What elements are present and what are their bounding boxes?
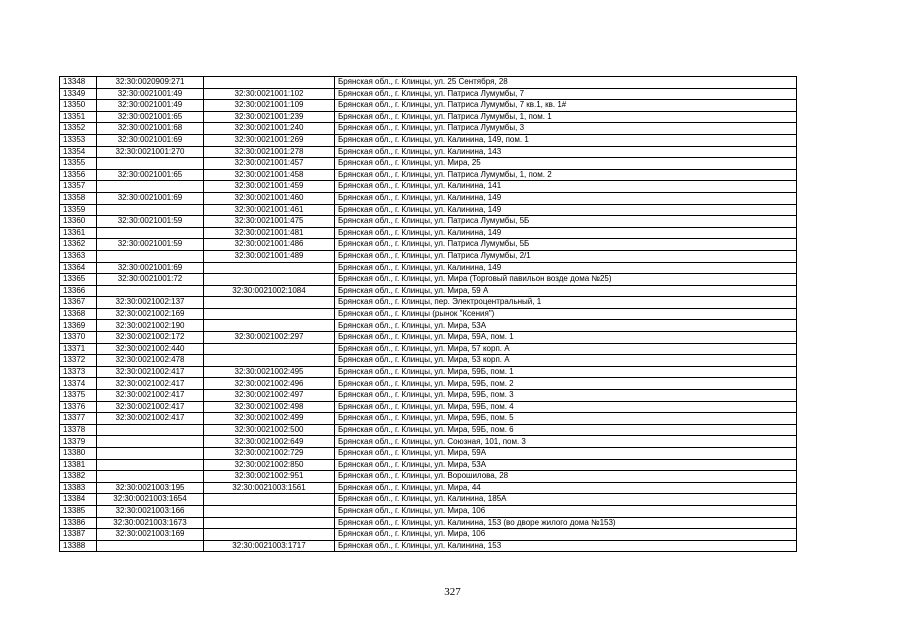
address-cell: Брянская обл., г. Клинцы, ул. Мира, 44 [335,482,797,494]
object-cadastral-number-cell: 32:30:0021001:240 [204,123,335,135]
table-row [60,424,797,436]
cadastral-number-cell [97,158,204,170]
table-row [60,181,797,193]
address-cell: Брянская обл., г. Клинцы, ул. Ворошилова, 28 [335,471,797,483]
object-cadastral-number-cell: 32:30:0021001:458 [204,169,335,181]
table-row [60,482,797,494]
row-number-cell: 13367 [60,297,97,309]
object-cadastral-number-cell: 32:30:0021002:500 [204,424,335,436]
object-cadastral-number-cell [204,262,335,274]
row-number-cell: 13359 [60,204,97,216]
cadastral-number-cell: 32:30:0021002:190 [97,320,204,332]
cadastral-number-cell: 32:30:0021001:69 [97,192,204,204]
address-cell: Брянская обл., г. Клинцы, ул. Калинина, 153 (во дворе жилого дома №153) [335,517,797,529]
address-cell: Брянская обл., г. Клинцы, ул. Патриса Лумумбы, 2/1 [335,250,797,262]
cadastral-number-cell: 32:30:0021001:59 [97,239,204,251]
object-cadastral-number-cell [204,343,335,355]
object-cadastral-number-cell: 32:30:0021002:951 [204,471,335,483]
row-number-cell: 13376 [60,401,97,413]
row-number-cell: 13356 [60,169,97,181]
object-cadastral-number-cell: 32:30:0021002:850 [204,459,335,471]
object-cadastral-number-cell: 32:30:0021002:1084 [204,285,335,297]
row-number-cell: 13374 [60,378,97,390]
table-row [60,308,797,320]
row-number-cell: 13366 [60,285,97,297]
object-cadastral-number-cell [204,308,335,320]
cadastral-number-cell [97,204,204,216]
row-number-cell: 13378 [60,424,97,436]
table-row [60,401,797,413]
address-cell: Брянская обл., г. Клинцы, ул. 25 Сентября, 28 [335,77,797,89]
row-number-cell: 13387 [60,529,97,541]
cadastral-number-cell: 32:30:0021002:172 [97,332,204,344]
table-row [60,494,797,506]
row-number-cell: 13361 [60,227,97,239]
object-cadastral-number-cell: 32:30:0021001:269 [204,134,335,146]
cadastral-number-cell [97,250,204,262]
registry-table [59,76,797,552]
object-cadastral-number-cell: 32:30:0021002:729 [204,448,335,460]
address-cell: Брянская обл., г. Клинцы, ул. Патриса Лумумбы, 1, пом. 1 [335,111,797,123]
row-number-cell: 13383 [60,482,97,494]
cadastral-number-cell: 32:30:0021002:417 [97,401,204,413]
object-cadastral-number-cell: 32:30:0021001:109 [204,100,335,112]
object-cadastral-number-cell: 32:30:0021002:499 [204,413,335,425]
address-cell: Брянская обл., г. Клинцы, ул. Мира, 59Б, пом. 3 [335,390,797,402]
cadastral-number-cell: 32:30:0021001:72 [97,274,204,286]
row-number-cell: 13355 [60,158,97,170]
page-number: 327 [444,586,461,598]
row-number-cell: 13354 [60,146,97,158]
row-number-cell: 13385 [60,505,97,517]
registry-table-body [60,77,797,552]
cadastral-number-cell: 32:30:0021003:1673 [97,517,204,529]
address-cell: Брянская обл., г. Клинцы, ул. Мира, 59Б, пом. 2 [335,378,797,390]
address-cell: Брянская обл., г. Клинцы, ул. Мира, 59Б, пом. 5 [335,413,797,425]
row-number-cell: 13364 [60,262,97,274]
row-number-cell: 13353 [60,134,97,146]
object-cadastral-number-cell: 32:30:0021001:102 [204,88,335,100]
row-number-cell: 13369 [60,320,97,332]
table-row [60,100,797,112]
row-number-cell: 13368 [60,308,97,320]
table-row [60,158,797,170]
row-number-cell: 13365 [60,274,97,286]
address-cell: Брянская обл., г. Клинцы, ул. Мира (Торговый павильон возде дома №25) [335,274,797,286]
table-row [60,413,797,425]
cadastral-number-cell: 32:30:0021002:417 [97,378,204,390]
cadastral-number-cell [97,285,204,297]
table-row [60,366,797,378]
object-cadastral-number-cell [204,494,335,506]
address-cell: Брянская обл., г. Клинцы, ул. Мира, 59А, пом. 1 [335,332,797,344]
address-cell: Брянская обл., г. Клинцы, ул. Калинина, 149 [335,227,797,239]
row-number-cell: 13358 [60,192,97,204]
object-cadastral-number-cell [204,274,335,286]
address-cell: Брянская обл., г. Клинцы, пер. Электроцентральный, 1 [335,297,797,309]
object-cadastral-number-cell: 32:30:0021002:297 [204,332,335,344]
table-row [60,436,797,448]
address-cell: Брянская обл., г. Клинцы, ул. Мира, 59Б, пом. 4 [335,401,797,413]
row-number-cell: 13363 [60,250,97,262]
row-number-cell: 13349 [60,88,97,100]
address-cell: Брянская обл., г. Клинцы, ул. Мира, 57 корп. А [335,343,797,355]
address-cell: Брянская обл., г. Клинцы, ул. Мира, 53 корп. А [335,355,797,367]
cadastral-number-cell: 32:30:0021002:169 [97,308,204,320]
object-cadastral-number-cell: 32:30:0021001:461 [204,204,335,216]
table-row [60,343,797,355]
row-number-cell: 13381 [60,459,97,471]
object-cadastral-number-cell: 32:30:0021001:481 [204,227,335,239]
table-row [60,390,797,402]
address-cell: Брянская обл., г. Клинцы, ул. Мира, 106 [335,505,797,517]
row-number-cell: 13362 [60,239,97,251]
cadastral-number-cell [97,471,204,483]
object-cadastral-number-cell [204,77,335,89]
address-cell: Брянская обл., г. Клинцы (рынок "Ксения") [335,308,797,320]
cadastral-number-cell [97,227,204,239]
table-row [60,529,797,541]
object-cadastral-number-cell: 32:30:0021002:495 [204,366,335,378]
object-cadastral-number-cell: 32:30:0021001:459 [204,181,335,193]
cadastral-number-cell: 32:30:0021001:65 [97,169,204,181]
table-row [60,169,797,181]
row-number-cell: 13382 [60,471,97,483]
row-number-cell: 13386 [60,517,97,529]
table-row [60,123,797,135]
address-cell: Брянская обл., г. Клинцы, ул. Патриса Лумумбы, 1, пом. 2 [335,169,797,181]
object-cadastral-number-cell: 32:30:0021001:278 [204,146,335,158]
row-number-cell: 13371 [60,343,97,355]
address-cell: Брянская обл., г. Клинцы, ул. Калинина, 141 [335,181,797,193]
cadastral-number-cell [97,436,204,448]
row-number-cell: 13370 [60,332,97,344]
table-row [60,216,797,228]
object-cadastral-number-cell [204,320,335,332]
address-cell: Брянская обл., г. Клинцы, ул. Мира, 25 [335,158,797,170]
cadastral-number-cell: 32:30:0021003:169 [97,529,204,541]
cadastral-number-cell: 32:30:0021002:137 [97,297,204,309]
address-cell: Брянская обл., г. Клинцы, ул. Калинина, 149, пом. 1 [335,134,797,146]
object-cadastral-number-cell: 32:30:0021001:475 [204,216,335,228]
address-cell: Брянская обл., г. Клинцы, ул. Калинина, 149 [335,262,797,274]
row-number-cell: 13351 [60,111,97,123]
address-cell: Брянская обл., г. Клинцы, ул. Патриса Лумумбы, 7 кв.1, кв. 1# [335,100,797,112]
cadastral-number-cell: 32:30:0021002:478 [97,355,204,367]
table-row [60,471,797,483]
table-row [60,192,797,204]
object-cadastral-number-cell: 32:30:0021001:486 [204,239,335,251]
cadastral-number-cell [97,424,204,436]
cadastral-number-cell: 32:30:0020909:271 [97,77,204,89]
object-cadastral-number-cell: 32:30:0021002:497 [204,390,335,402]
address-cell: Брянская обл., г. Клинцы, ул. Патриса Лумумбы, 7 [335,88,797,100]
cadastral-number-cell: 32:30:0021002:440 [97,343,204,355]
table-row [60,517,797,529]
object-cadastral-number-cell [204,529,335,541]
row-number-cell: 13372 [60,355,97,367]
cadastral-number-cell: 32:30:0021002:417 [97,413,204,425]
row-number-cell: 13384 [60,494,97,506]
row-number-cell: 13379 [60,436,97,448]
object-cadastral-number-cell: 32:30:0021003:1561 [204,482,335,494]
table-row [60,262,797,274]
object-cadastral-number-cell: 32:30:0021002:498 [204,401,335,413]
address-cell: Брянская обл., г. Клинцы, ул. Мира, 53А [335,320,797,332]
table-row [60,459,797,471]
object-cadastral-number-cell [204,505,335,517]
address-cell: Брянская обл., г. Клинцы, ул. Калинина, 149 [335,204,797,216]
row-number-cell: 13380 [60,448,97,460]
address-cell: Брянская обл., г. Клинцы, ул. Калинина, 149 [335,192,797,204]
table-row [60,250,797,262]
object-cadastral-number-cell: 32:30:0021002:496 [204,378,335,390]
table-row [60,540,797,552]
cadastral-number-cell [97,448,204,460]
address-cell: Брянская обл., г. Клинцы, ул. Калинина, 185А [335,494,797,506]
table-row [60,88,797,100]
object-cadastral-number-cell [204,297,335,309]
object-cadastral-number-cell: 32:30:0021001:489 [204,250,335,262]
table-row [60,111,797,123]
cadastral-number-cell: 32:30:0021001:68 [97,123,204,135]
row-number-cell: 13348 [60,77,97,89]
table-row [60,77,797,89]
object-cadastral-number-cell [204,355,335,367]
cadastral-number-cell: 32:30:0021002:417 [97,390,204,402]
table-row [60,227,797,239]
row-number-cell: 13388 [60,540,97,552]
address-cell: Брянская обл., г. Клинцы, ул. Мира, 106 [335,529,797,541]
cadastral-number-cell: 32:30:0021003:195 [97,482,204,494]
object-cadastral-number-cell: 32:30:0021001:457 [204,158,335,170]
address-cell: Брянская обл., г. Клинцы, ул. Патриса Лумумбы, 3 [335,123,797,135]
object-cadastral-number-cell: 32:30:0021003:1717 [204,540,335,552]
table-row [60,297,797,309]
address-cell: Брянская обл., г. Клинцы, ул. Мира, 59 А [335,285,797,297]
cadastral-number-cell: 32:30:0021001:270 [97,146,204,158]
cadastral-number-cell: 32:30:0021001:49 [97,100,204,112]
row-number-cell: 13360 [60,216,97,228]
table-row [60,320,797,332]
cadastral-number-cell: 32:30:0021001:69 [97,262,204,274]
cadastral-number-cell: 32:30:0021002:417 [97,366,204,378]
object-cadastral-number-cell: 32:30:0021002:649 [204,436,335,448]
address-cell: Брянская обл., г. Клинцы, ул. Мира, 53А [335,459,797,471]
table-row [60,448,797,460]
cadastral-number-cell [97,181,204,193]
row-number-cell: 13375 [60,390,97,402]
table-row [60,505,797,517]
table-row [60,378,797,390]
address-cell: Брянская обл., г. Клинцы, ул. Мира, 59Б, пом. 1 [335,366,797,378]
object-cadastral-number-cell [204,517,335,529]
object-cadastral-number-cell: 32:30:0021001:239 [204,111,335,123]
table-row [60,204,797,216]
table-row [60,134,797,146]
cadastral-number-cell: 32:30:0021003:166 [97,505,204,517]
table-row [60,239,797,251]
row-number-cell: 13350 [60,100,97,112]
cadastral-number-cell: 32:30:0021001:65 [97,111,204,123]
cadastral-number-cell: 32:30:0021001:69 [97,134,204,146]
address-cell: Брянская обл., г. Клинцы, ул. Мира, 59А [335,448,797,460]
row-number-cell: 13357 [60,181,97,193]
cadastral-number-cell: 32:30:0021001:59 [97,216,204,228]
cadastral-number-cell [97,459,204,471]
table-row [60,146,797,158]
table-row [60,332,797,344]
address-cell: Брянская обл., г. Клинцы, ул. Калинина, 143 [335,146,797,158]
table-row [60,274,797,286]
address-cell: Брянская обл., г. Клинцы, ул. Калинина, 153 [335,540,797,552]
row-number-cell: 13377 [60,413,97,425]
address-cell: Брянская обл., г. Клинцы, ул. Патриса Лумумбы, 5Б [335,239,797,251]
address-cell: Брянская обл., г. Клинцы, ул. Союзная, 101, пом. 3 [335,436,797,448]
table-row [60,285,797,297]
cadastral-number-cell: 32:30:0021003:1654 [97,494,204,506]
address-cell: Брянская обл., г. Клинцы, ул. Патриса Лумумбы, 5Б [335,216,797,228]
address-cell: Брянская обл., г. Клинцы, ул. Мира, 59Б, пом. 6 [335,424,797,436]
row-number-cell: 13373 [60,366,97,378]
object-cadastral-number-cell: 32:30:0021001:460 [204,192,335,204]
cadastral-number-cell [97,540,204,552]
row-number-cell: 13352 [60,123,97,135]
table-row [60,355,797,367]
cadastral-number-cell: 32:30:0021001:49 [97,88,204,100]
